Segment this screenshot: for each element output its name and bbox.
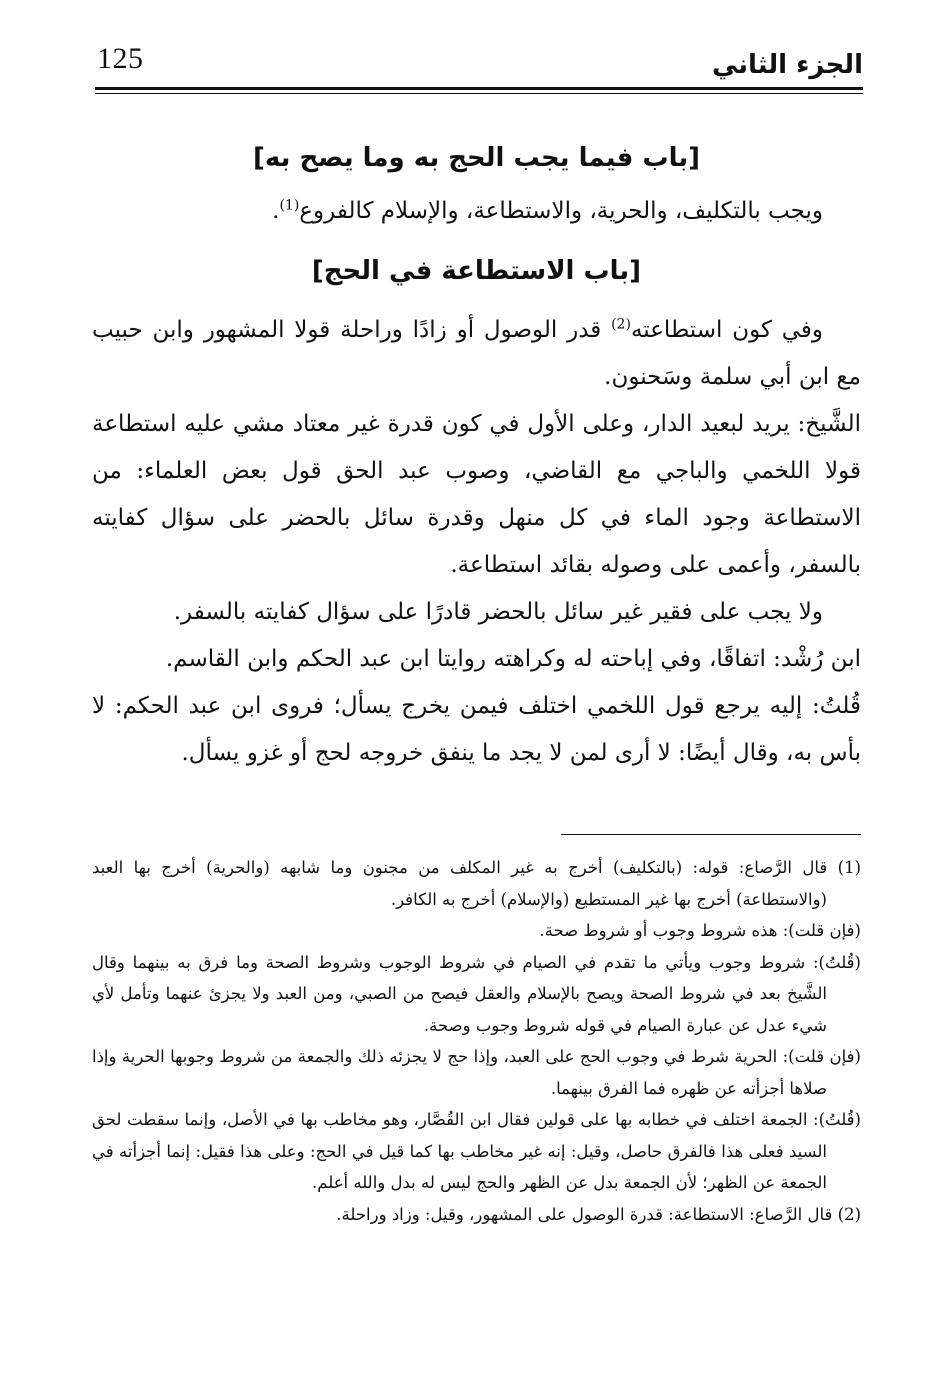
footnote: (فإن قلت): الحرية شرط في وجوب الحج على العبد، وإذا حج لا يجزئه ذلك والجمعة من شروط وجوبها الحرية وإذا صلاها أجزأته عن ظهره فما الفرق بينهما. [92,1047,861,1098]
paragraph: قُلتُ: إليه يرجع قول اللخمي اختلف فيمن يخرج يسأل؛ فروى ابن عبد الحكم: لا بأس به، وقال أيضًا: لا أرى لمن لا يجد ما ينفق خروجه لحج أو غزو يسأل. [92,693,861,766]
section-heading: [باب الاستطاعة في الحج] [311,256,642,286]
paragraph-end: . [272,198,280,224]
main-text [92,128,861,777]
paragraph: ولا يجب على فقير غير سائل بالحضر قادرًا على سؤال كفايته بالسفر. [173,599,823,625]
footnote: (قُلتُ): الجمعة اختلف في خطابه بها على قولين فقال ابن القُصَّار، وهو مخاطب بها في الأصل، وإنما سقطت لحق السيد فعلى هذا فالفرق حاصل، وقيل: إنه غير مخاطب بها كما قيل في الحج: وعلى هذا فقيل: إنما أجزأته في الجمعة عن الظهر؛ لأن الجمعة بدل عن الظهر والحج ليس له بدل والله أعلم. [92,1110,861,1192]
footnote-reference: (1) [279,197,300,214]
footnote-separator [561,834,861,835]
paragraph-text: قدر الوصول أو زادًا وراحلة قولا المشهور وابن حبيب مع ابن أبي سلمة وسَحنون. [92,317,861,390]
page-header [95,40,863,92]
header-rule-thin [95,93,863,94]
footnote-reference: (2) [611,316,631,333]
paragraph: الشَّيخ: يريد لبعيد الدار، وعلى الأول في كون قدرة غير معتاد مشي عليه استطاعة قولا اللخمي والباجي مع القاضي، وصوب عبد الحق قول بعض العلماء: من الاستطاعة وجود الماء في كل منهل وقدرة سائل بالحضر على سؤال كفايته بالسفر، وأعمى على وصوله بقائد استطاعة. [92,411,861,578]
footnote: (فإن قلت): هذه شروط وجوب أو شروط صحة. [539,921,861,940]
paragraph-text: ويجب بالتكليف، والحرية، والاستطاعة، والإسلام كالفروع [299,198,823,224]
paragraph [92,188,861,235]
paragraph [92,307,861,401]
paragraph: ابن رُشْد: اتفاقًا، وفي إباحته له وكراهته روايتا ابن عبد الحكم وابن القاسم. [165,646,861,672]
section-heading: [باب فيما يجب الحج به وما يصح به] [253,143,700,173]
page-number: 125 [97,42,144,75]
header-rule [95,87,863,90]
paragraph-text: وفي كون استطاعته [630,317,824,343]
footnotes [92,852,861,1230]
footnote: (1) قال الرَّصاع: قوله: (بالتكليف) أخرج به غير المكلف من مجنون وما شابهه (والحرية) أخرج بها العبد (والاستطاعة) أخرج بها غير المستطيع (والإسلام) أخرج به الكافر. [92,858,861,909]
footnote: (قُلتُ): شروط وجوب ويأتي ما تقدم في الصيام في شروط الوجوب وشروط الصحة وما فرق به بينهما وقال الشَّيخ بعد في شروط الصحة ويصح بالإسلام والعقل فيصح من الصبي، ومن العبد ولا يجزئ عنهما وتأمل لأي شيء عدل عن عبارة الصيام في قوله شروط وجوب وصحة. [92,952,861,1035]
running-title: الجزء الثاني [711,50,863,80]
footnote: (2) قال الرَّصاع: الاستطاعة: قدرة الوصول على المشهور، وقيل: وزاد وراحلة. [336,1204,861,1224]
